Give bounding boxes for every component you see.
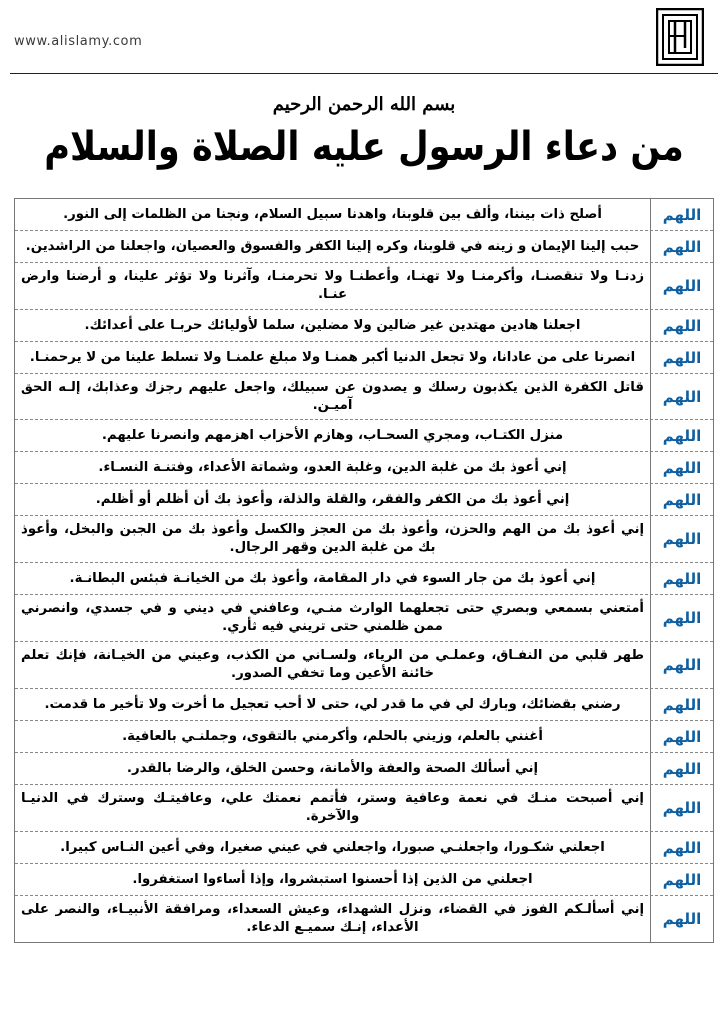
row-text: منزل الكتـاب، ومجري السحـاب، وهازم الأحزاب اهزمهم وانصرنا عليهم. bbox=[101, 427, 564, 443]
table-row bbox=[15, 563, 713, 595]
table-row bbox=[15, 864, 713, 896]
row-label: اللهم bbox=[650, 753, 713, 784]
row-label: اللهم bbox=[650, 785, 713, 831]
row-text: إني أعوذ بك من الهم والحزن، وأعوذ بك من العجز والكسل وأعوذ بك من الجبن والبخل، وأعوذ بك من غلبة الدين وقهر الرجال. bbox=[21, 522, 644, 555]
row-text: أصلح ذات بيننا، وألف بين قلوبنا، واهدنا سبيل السلام، ونجنا من الظلمات إلى النور. bbox=[63, 206, 602, 222]
table-row bbox=[15, 642, 713, 689]
row-text: إني أعوذ بك من الكفر والفقر، والقلة والذلة، وأعوذ بك أن أظلم أو أظلم. bbox=[95, 491, 570, 507]
row-label: اللهم bbox=[650, 642, 713, 688]
row-text: أمتعني بسمعي وبصري حتى تجعلهما الوارث منـي، وعافني في ديني و في جسدي، وانصرني ممن ظلمني حتى تريني فيه ثأري. bbox=[21, 601, 644, 634]
row-label: اللهم bbox=[650, 832, 713, 863]
row-label: اللهم bbox=[650, 864, 713, 895]
row-text: إني أسألك الصحة والعفة والأمانة، وحسن الخلق، والرضا بالقدر. bbox=[126, 760, 539, 776]
row-text: إني أعوذ بك من غلبة الدين، وغلبة العدو، وشماتة الأعداء، وفتنـة النسـاء. bbox=[98, 459, 567, 475]
row-text: طهر قلبي من النفـاق، وعملـي من الرياء، ولسـاني من الكذب، وعيني من الخيـانة، فإنك تعلم خائنة الأعين وما تخفي الصدور. bbox=[21, 648, 644, 681]
row-label: اللهم bbox=[650, 689, 713, 720]
row-text: قاتل الكفرة الذين يكذبون رسلك و يصدون عن سبيلك، واجعل عليهم رجزك وعذابك، إلـه الحق آميـن. bbox=[21, 379, 644, 413]
row-label: اللهم bbox=[650, 420, 713, 451]
duas-table bbox=[14, 198, 714, 943]
page-title: من دعاء الرسول عليه الصلاة والسلام bbox=[44, 124, 684, 170]
table-row bbox=[15, 310, 713, 342]
row-text: إني أصبحت منـك في نعمة وعافية وستر، فأتمم نعمتك علي، وعافيتـك وسترك في الدنيـا والآخرة. bbox=[21, 791, 644, 824]
row-label: اللهم bbox=[650, 452, 713, 483]
row-text: إني أسألـكم الفوز في القضاء، ونزل الشهداء، وعيش السعداء، ومرافقة الأنبيـاء، والنصر على الأعداء، إنـك سميـع الدعاء. bbox=[21, 902, 644, 935]
table-row bbox=[15, 484, 713, 516]
row-label: اللهم bbox=[650, 199, 713, 230]
table-row bbox=[15, 721, 713, 753]
row-label: اللهم bbox=[650, 896, 713, 942]
table-row bbox=[15, 452, 713, 484]
row-text: زدنـا ولا تنقصنـا، وأكرمنـا ولا تهنـا، وأعطنـا ولا تحرمنـا، وآثرنا ولا تؤثر علينا، و أرضنا وارض عنـا. bbox=[21, 269, 644, 302]
row-label: اللهم bbox=[650, 342, 713, 373]
row-label: اللهم bbox=[650, 721, 713, 752]
table-row bbox=[15, 420, 713, 452]
row-label: اللهم bbox=[650, 263, 713, 309]
row-label: اللهم bbox=[650, 484, 713, 515]
row-text: اجعلني من الذين إذا أحسنوا استبشروا، وإذا أساءوا استغفروا. bbox=[132, 871, 533, 887]
row-text: اجعلني شكـورا، واجعلنـي صبورا، واجعلني في عيني صغيرا، وفي أعين النـاس كبيرا. bbox=[60, 839, 605, 855]
row-label: اللهم bbox=[650, 310, 713, 341]
table-row bbox=[15, 832, 713, 864]
table-row bbox=[15, 263, 713, 310]
row-text: انصرنا على من عادانا، ولا تجعل الدنيا أكبر همنـا ولا مبلغ علمنـا ولا تسلط علينا من لا يرحمنـا. bbox=[29, 349, 636, 365]
table-row bbox=[15, 342, 713, 374]
row-text: اجعلنا هادين مهتدين غير ضالين ولا مضلين، سلما لأوليائك حربـا على أعدائك. bbox=[84, 317, 581, 333]
table-row bbox=[15, 374, 713, 420]
row-text: حبب إلينا الإيمان و زينه في قلوبنا، وكره إلينا الكفر والفسوق والعصيان، واجعلنا من الراشدين. bbox=[25, 238, 640, 254]
table-row bbox=[15, 896, 713, 942]
table-row bbox=[15, 785, 713, 832]
row-text: أغنني بالعلم، وزيني بالحلم، وأكرمني بالتقوى، وجملنـي بالعافية. bbox=[122, 728, 543, 744]
table-row bbox=[15, 231, 713, 263]
row-label: اللهم bbox=[650, 374, 713, 419]
site-logo bbox=[656, 8, 704, 66]
row-text: إني أعوذ بك من جار السوء في دار المقامة، وأعوذ بك من الخيانـة فبئس البطانـة. bbox=[69, 570, 596, 586]
row-label: اللهم bbox=[650, 231, 713, 262]
table-row bbox=[15, 516, 713, 563]
table-row bbox=[15, 199, 713, 231]
header-divider bbox=[10, 73, 718, 74]
row-text: رضني بقضائك، وبارك لي في ما قدر لي، حتى لا أحب تعجيل ما أخرت ولا تأخير ما قدمت. bbox=[44, 696, 621, 712]
table-row bbox=[15, 595, 713, 642]
row-label: اللهم bbox=[650, 516, 713, 562]
row-label: اللهم bbox=[650, 595, 713, 641]
basmala: بسم الله الرحمن الرحيم bbox=[272, 94, 456, 115]
table-row bbox=[15, 689, 713, 721]
site-url[interactable]: www.alislamy.com bbox=[14, 34, 143, 49]
table-row bbox=[15, 753, 713, 785]
row-label: اللهم bbox=[650, 563, 713, 594]
